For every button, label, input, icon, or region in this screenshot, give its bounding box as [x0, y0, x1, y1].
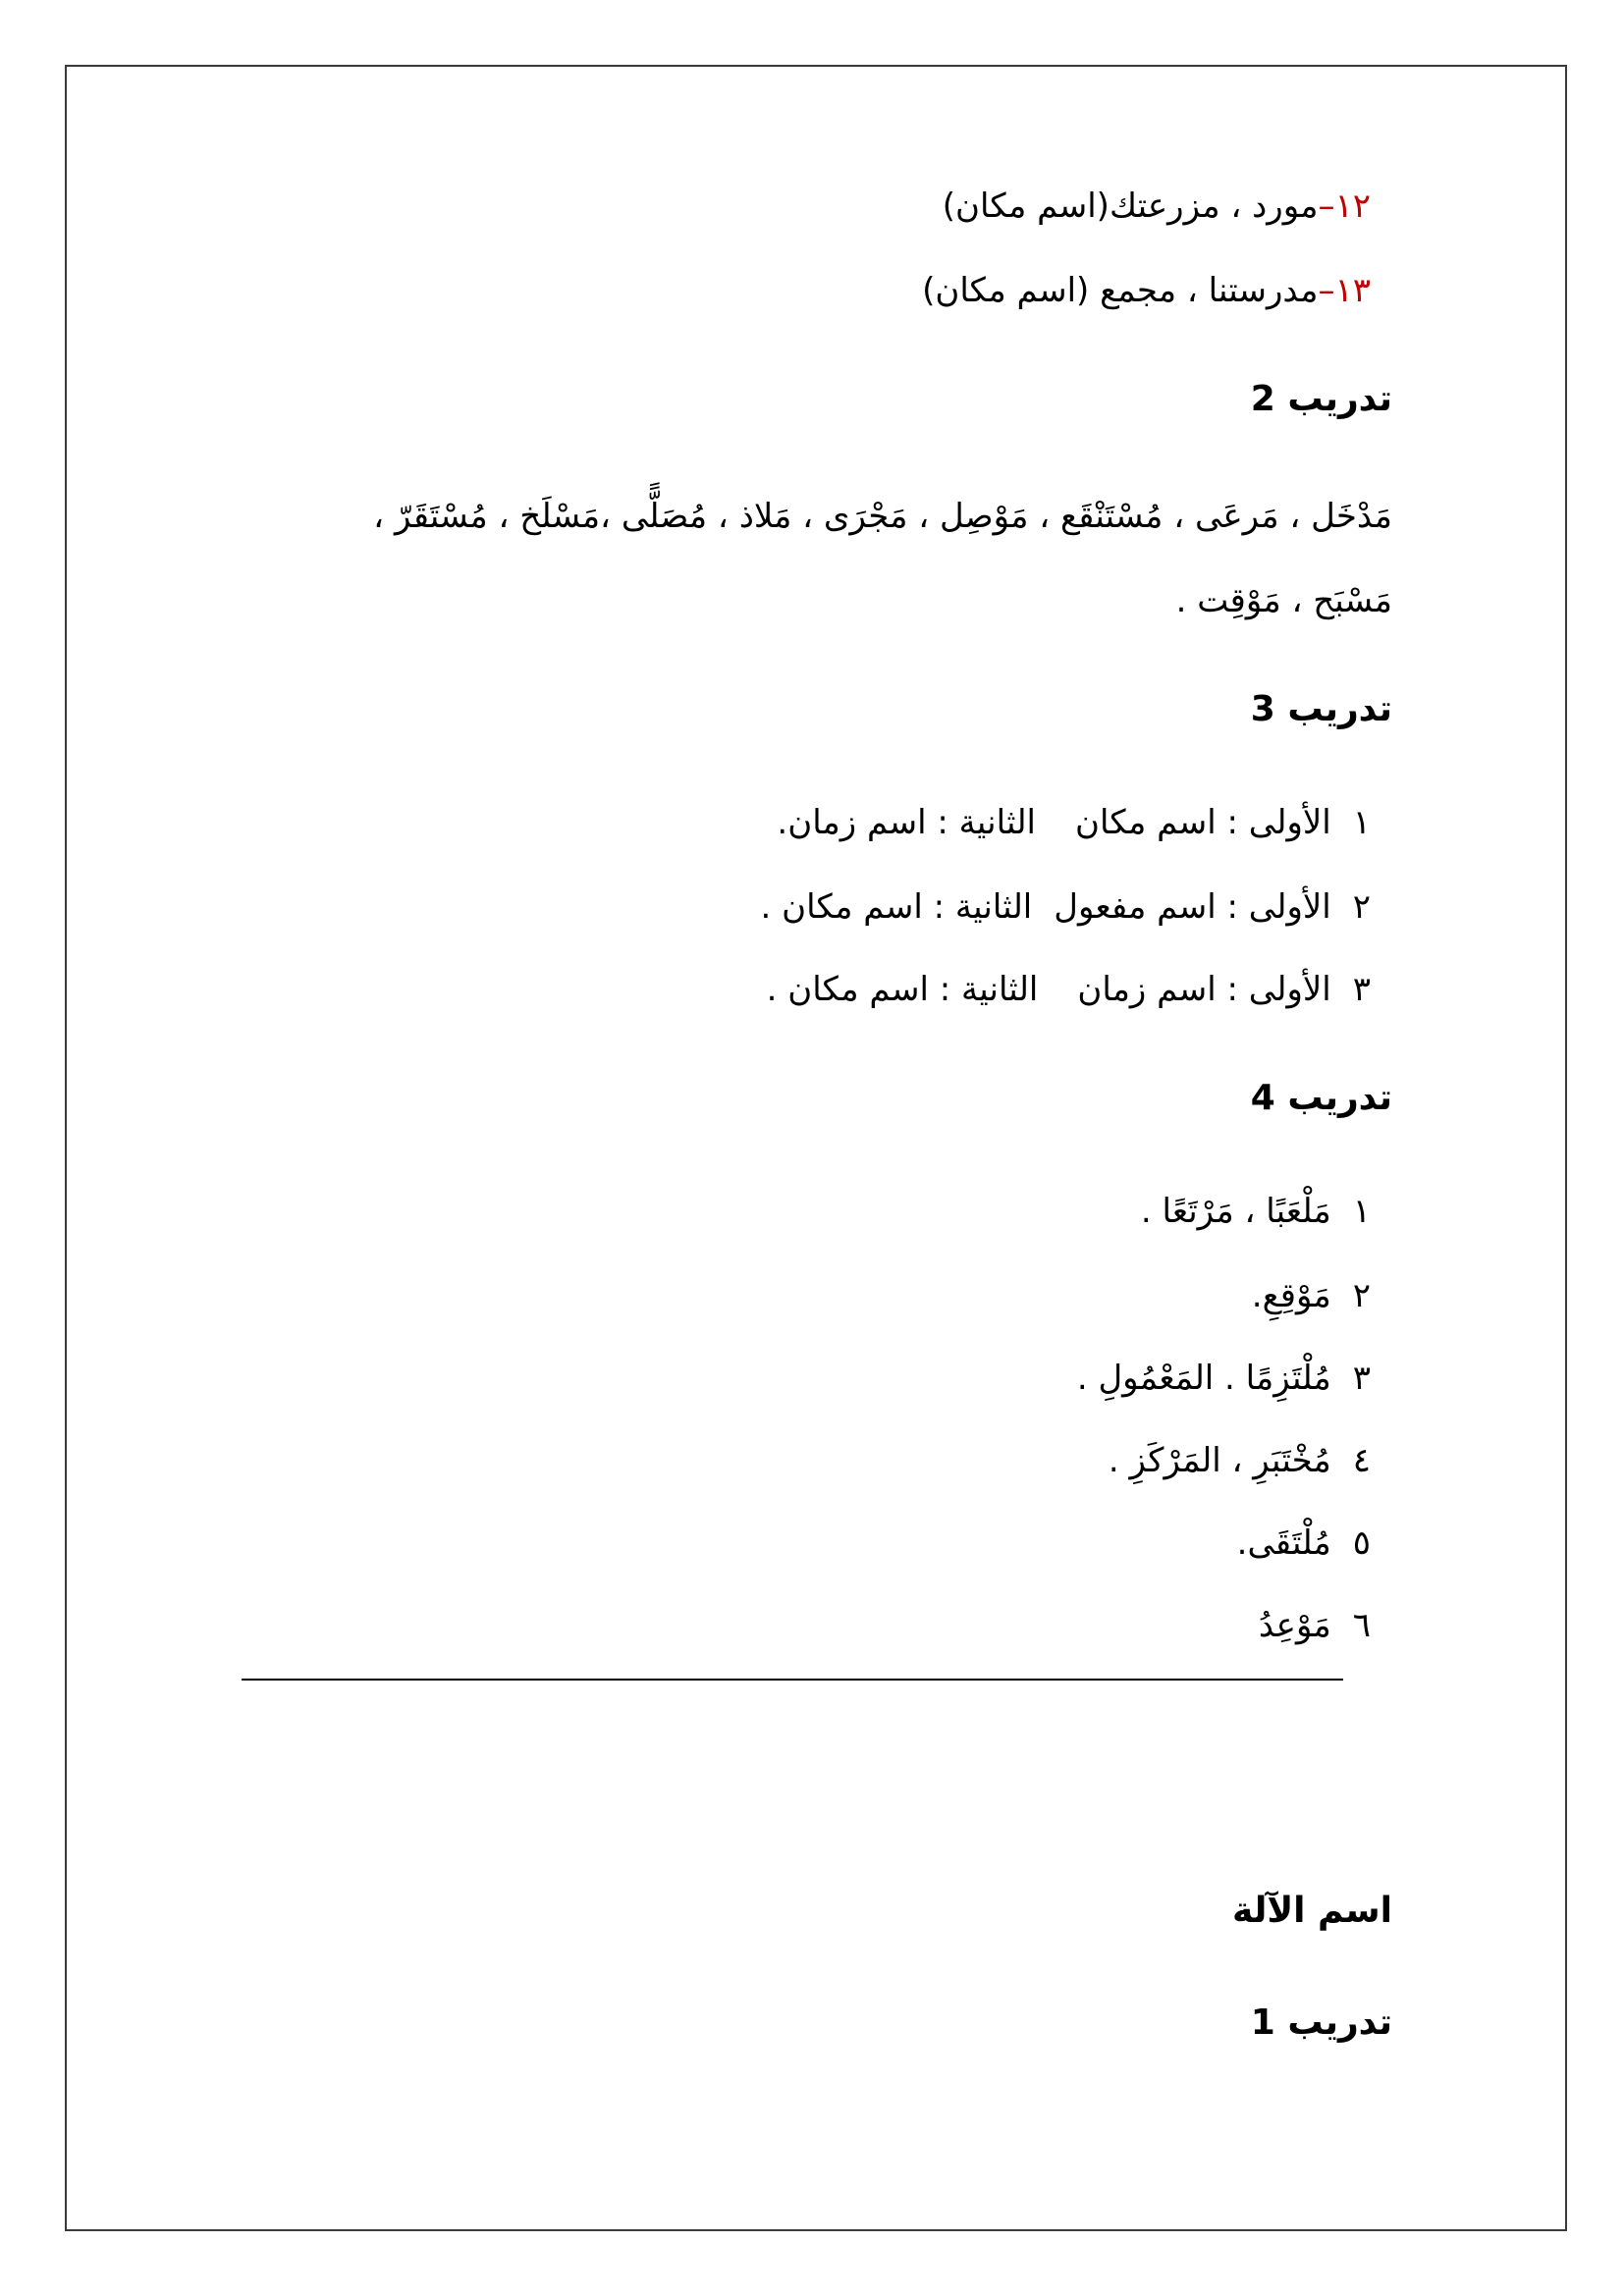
exercise-4-item-1 — [1141, 1192, 1371, 1232]
item-text: مُلْتَقَى. — [1236, 1523, 1331, 1563]
item-second: الثانية : اسم زمان. — [777, 803, 1037, 842]
item-second: الثانية : اسم مكان . — [760, 887, 1033, 927]
exercise-3-item-3 — [767, 970, 1371, 1010]
item-number: ٥ — [1352, 1523, 1371, 1563]
exercise-3-item-2 — [761, 887, 1372, 928]
item-number: ١ — [1352, 803, 1371, 842]
exercise-4-item-3 — [1077, 1359, 1371, 1399]
exercise-4-item-4 — [1109, 1441, 1371, 1481]
item-text: مدرستنا ، مجمع (اسم مكان) — [922, 271, 1319, 310]
exercise-2-line-2: مَسْبَح ، مَوْقِت . — [1175, 581, 1392, 620]
item-first: الأولى : اسم مفعول — [1054, 887, 1331, 927]
item-number: ٢ — [1352, 1276, 1371, 1315]
exercise-4-item-6 — [1259, 1606, 1371, 1646]
item-text: مُلْتَزِمًا . المَعْمُولِ . — [1076, 1359, 1331, 1398]
exercise-4-item-2 — [1252, 1276, 1371, 1316]
item-text: مُخْتَبَرِ ، المَرْكَزِ . — [1108, 1441, 1331, 1480]
item-number: ١٣ — [1334, 271, 1371, 310]
list-item-13 — [922, 271, 1371, 311]
exercise-2-heading: تدريب 2 — [1250, 379, 1392, 419]
tool-noun-heading: اسم الآلة — [1231, 1891, 1392, 1931]
item-number: ٣ — [1352, 1359, 1371, 1398]
item-number: ١ — [1352, 1192, 1371, 1231]
tool-noun-exercise-1-heading: تدريب 1 — [1250, 2002, 1392, 2043]
item-dash: – — [1318, 271, 1335, 310]
exercise-3-item-1 — [777, 803, 1371, 843]
item-text: مورد ، مزرعتك(اسم مكان) — [942, 187, 1319, 226]
item-text: مَلْعَبًا ، مَرْتَعًا . — [1140, 1192, 1331, 1231]
exercise-4-heading: تدريب 4 — [1250, 1078, 1392, 1118]
item-dash: – — [1318, 187, 1335, 226]
item-text: مَوْعِدُ — [1258, 1606, 1331, 1645]
item-number: ٤ — [1352, 1441, 1371, 1480]
exercise-2-line-1: مَدْخَل ، مَرعَى ، مُسْتَنْقَع ، مَوْصِل ، مَجْرَى ، مَلاذ ، مُصَلًّى ،مَسْلَخ ، مُسْتَقَرّ ، — [373, 497, 1392, 536]
exercise-4-item-5 — [1237, 1523, 1371, 1564]
item-number: ٢ — [1352, 887, 1371, 927]
item-number: ١٢ — [1334, 187, 1371, 226]
list-item-12 — [943, 187, 1371, 227]
section-divider — [242, 1679, 1343, 1681]
item-text: مَوْقِعِ. — [1251, 1276, 1331, 1315]
item-first: الأولى : اسم مكان — [1075, 803, 1331, 842]
item-first: الأولى : اسم زمان — [1077, 970, 1331, 1009]
exercise-3-heading: تدريب 3 — [1250, 689, 1392, 729]
item-second: الثانية : اسم مكان . — [766, 970, 1039, 1009]
item-number: ٦ — [1352, 1606, 1371, 1645]
item-number: ٣ — [1352, 970, 1371, 1009]
